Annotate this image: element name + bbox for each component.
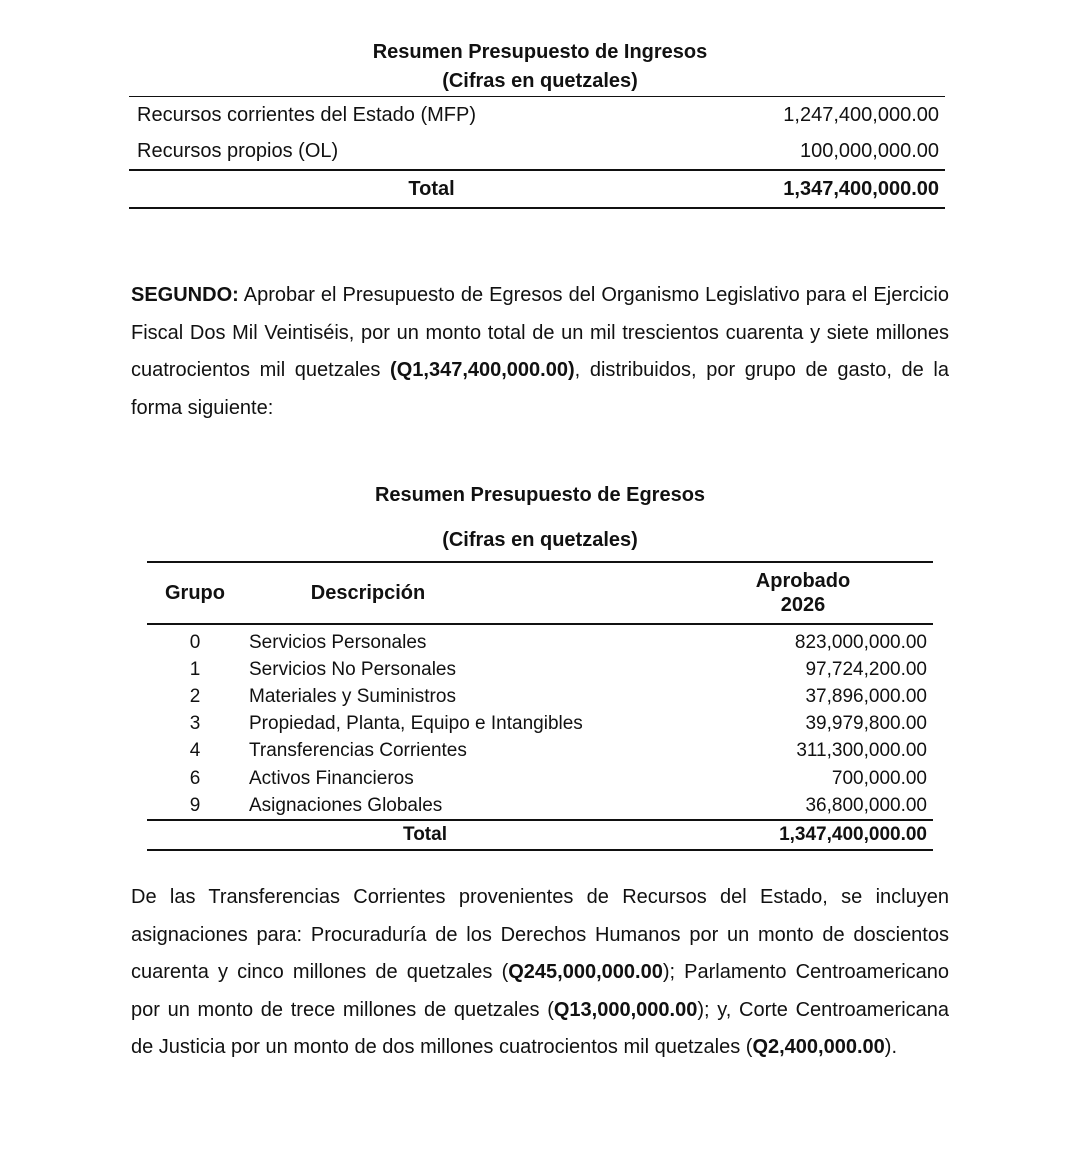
ingresos-row-label: Recursos propios (OL) xyxy=(137,139,339,162)
ingresos-row-label: Recursos corrientes del Estado (MFP) xyxy=(129,97,680,134)
row-grupo: 0 xyxy=(189,631,201,653)
table-row xyxy=(147,683,933,710)
row-aprobado: 823,000,000.00 xyxy=(794,631,927,653)
segundo-paragraph xyxy=(131,277,949,427)
row-aprobado: 311,300,000.00 xyxy=(796,740,927,762)
ingresos-total-label: Total xyxy=(129,170,680,208)
row-descripcion: Propiedad, Planta, Equipo e Intangibles xyxy=(249,713,583,735)
egresos-total-amount: 1,347,400,000.00 xyxy=(673,820,933,850)
table-row xyxy=(147,765,933,792)
ingresos-subtitle: (Cifras en quetzales) xyxy=(442,70,638,92)
table-row xyxy=(147,656,933,683)
row-descripcion: Asignaciones Globales xyxy=(249,794,443,816)
transferencias-paragraph xyxy=(131,879,949,1067)
row-aprobado: 37,896,000.00 xyxy=(805,685,927,707)
row-grupo: 4 xyxy=(189,740,201,762)
row-descripcion: Servicios No Personales xyxy=(249,658,456,680)
ingresos-total-row xyxy=(129,170,945,208)
transferencias-amount-3: Q2,400,000.00 xyxy=(752,1036,885,1058)
egresos-table xyxy=(147,561,933,851)
row-descripcion: Servicios Personales xyxy=(249,631,427,653)
row-descripcion: Transferencias Corrientes xyxy=(249,740,467,762)
header-grupo: Grupo xyxy=(147,562,243,624)
table-row xyxy=(129,133,945,170)
header-aprobado-line1: Aprobado xyxy=(755,570,851,592)
row-grupo: 3 xyxy=(189,713,201,735)
transferencias-text-1: De las Transferencias Corrientes provenientes de Recursos del Estado, se incluyen asignaciones para: Procuraduría de los Derechos Humanos por un monto de doscientos cuarenta y cinco millones de quetzales ( xyxy=(131,886,949,983)
ingresos-row-amount: 100,000,000.00 xyxy=(799,139,939,162)
table-row xyxy=(129,97,945,134)
segundo-text-a: Aprobar el Presupuesto de Egresos del Organismo Legislativo para el Ejercicio Fiscal Dos Mil Veintiséis, por un monto total de un mil trescientos cuarenta y siete millones cuatrocientos mil quetzales xyxy=(131,284,949,381)
row-aprobado: 39,979,800.00 xyxy=(805,713,927,735)
segundo-text-b: , distribuidos, por grupo de gasto, de la forma siguiente: xyxy=(131,359,949,419)
row-aprobado: 36,800,000.00 xyxy=(805,794,927,816)
transferencias-text-4: ). xyxy=(884,1036,897,1058)
table-row xyxy=(147,711,933,738)
header-aprobado-line2: 2026 xyxy=(780,594,826,616)
egresos-header-row xyxy=(147,562,933,624)
table-row xyxy=(147,792,933,820)
segundo-amount: (Q1,347,400,000.00) xyxy=(390,359,575,381)
table-row xyxy=(147,624,933,656)
ingresos-total-amount: 1,347,400,000.00 xyxy=(680,170,945,208)
header-aprobado xyxy=(673,562,933,624)
ingresos-row-amount: 1,247,400,000.00 xyxy=(680,97,945,134)
transferencias-amount-1: Q245,000,000.00 xyxy=(508,961,663,983)
row-grupo: 2 xyxy=(189,685,201,707)
row-aprobado: 700,000.00 xyxy=(831,767,927,789)
header-descripcion: Descripción xyxy=(243,562,673,624)
row-grupo: 9 xyxy=(189,794,201,816)
row-aprobado: 97,724,200.00 xyxy=(805,658,927,680)
egresos-total-row xyxy=(147,820,933,850)
ingresos-table xyxy=(129,96,945,209)
egresos-title: Resumen Presupuesto de Egresos xyxy=(374,484,706,506)
egresos-subtitle: (Cifras en quetzales) xyxy=(442,529,638,551)
table-row xyxy=(147,738,933,765)
row-descripcion: Materiales y Suministros xyxy=(249,685,456,707)
row-grupo: 6 xyxy=(189,767,201,789)
ingresos-title: Resumen Presupuesto de Ingresos xyxy=(372,41,708,63)
segundo-heading: SEGUNDO: xyxy=(131,284,239,306)
egresos-total-label: Total xyxy=(147,820,673,850)
transferencias-text-3: ); y, Corte Centroamericana de Justicia por un monto de dos millones cuatrocientos mil quetzales ( xyxy=(131,998,950,1058)
row-grupo: 1 xyxy=(189,658,201,680)
transferencias-text-2: ); Parlamento Centroamericano por un monto de trece millones de quetzales ( xyxy=(131,961,950,1021)
transferencias-amount-2: Q13,000,000.00 xyxy=(553,998,698,1021)
row-descripcion: Activos Financieros xyxy=(249,767,414,789)
